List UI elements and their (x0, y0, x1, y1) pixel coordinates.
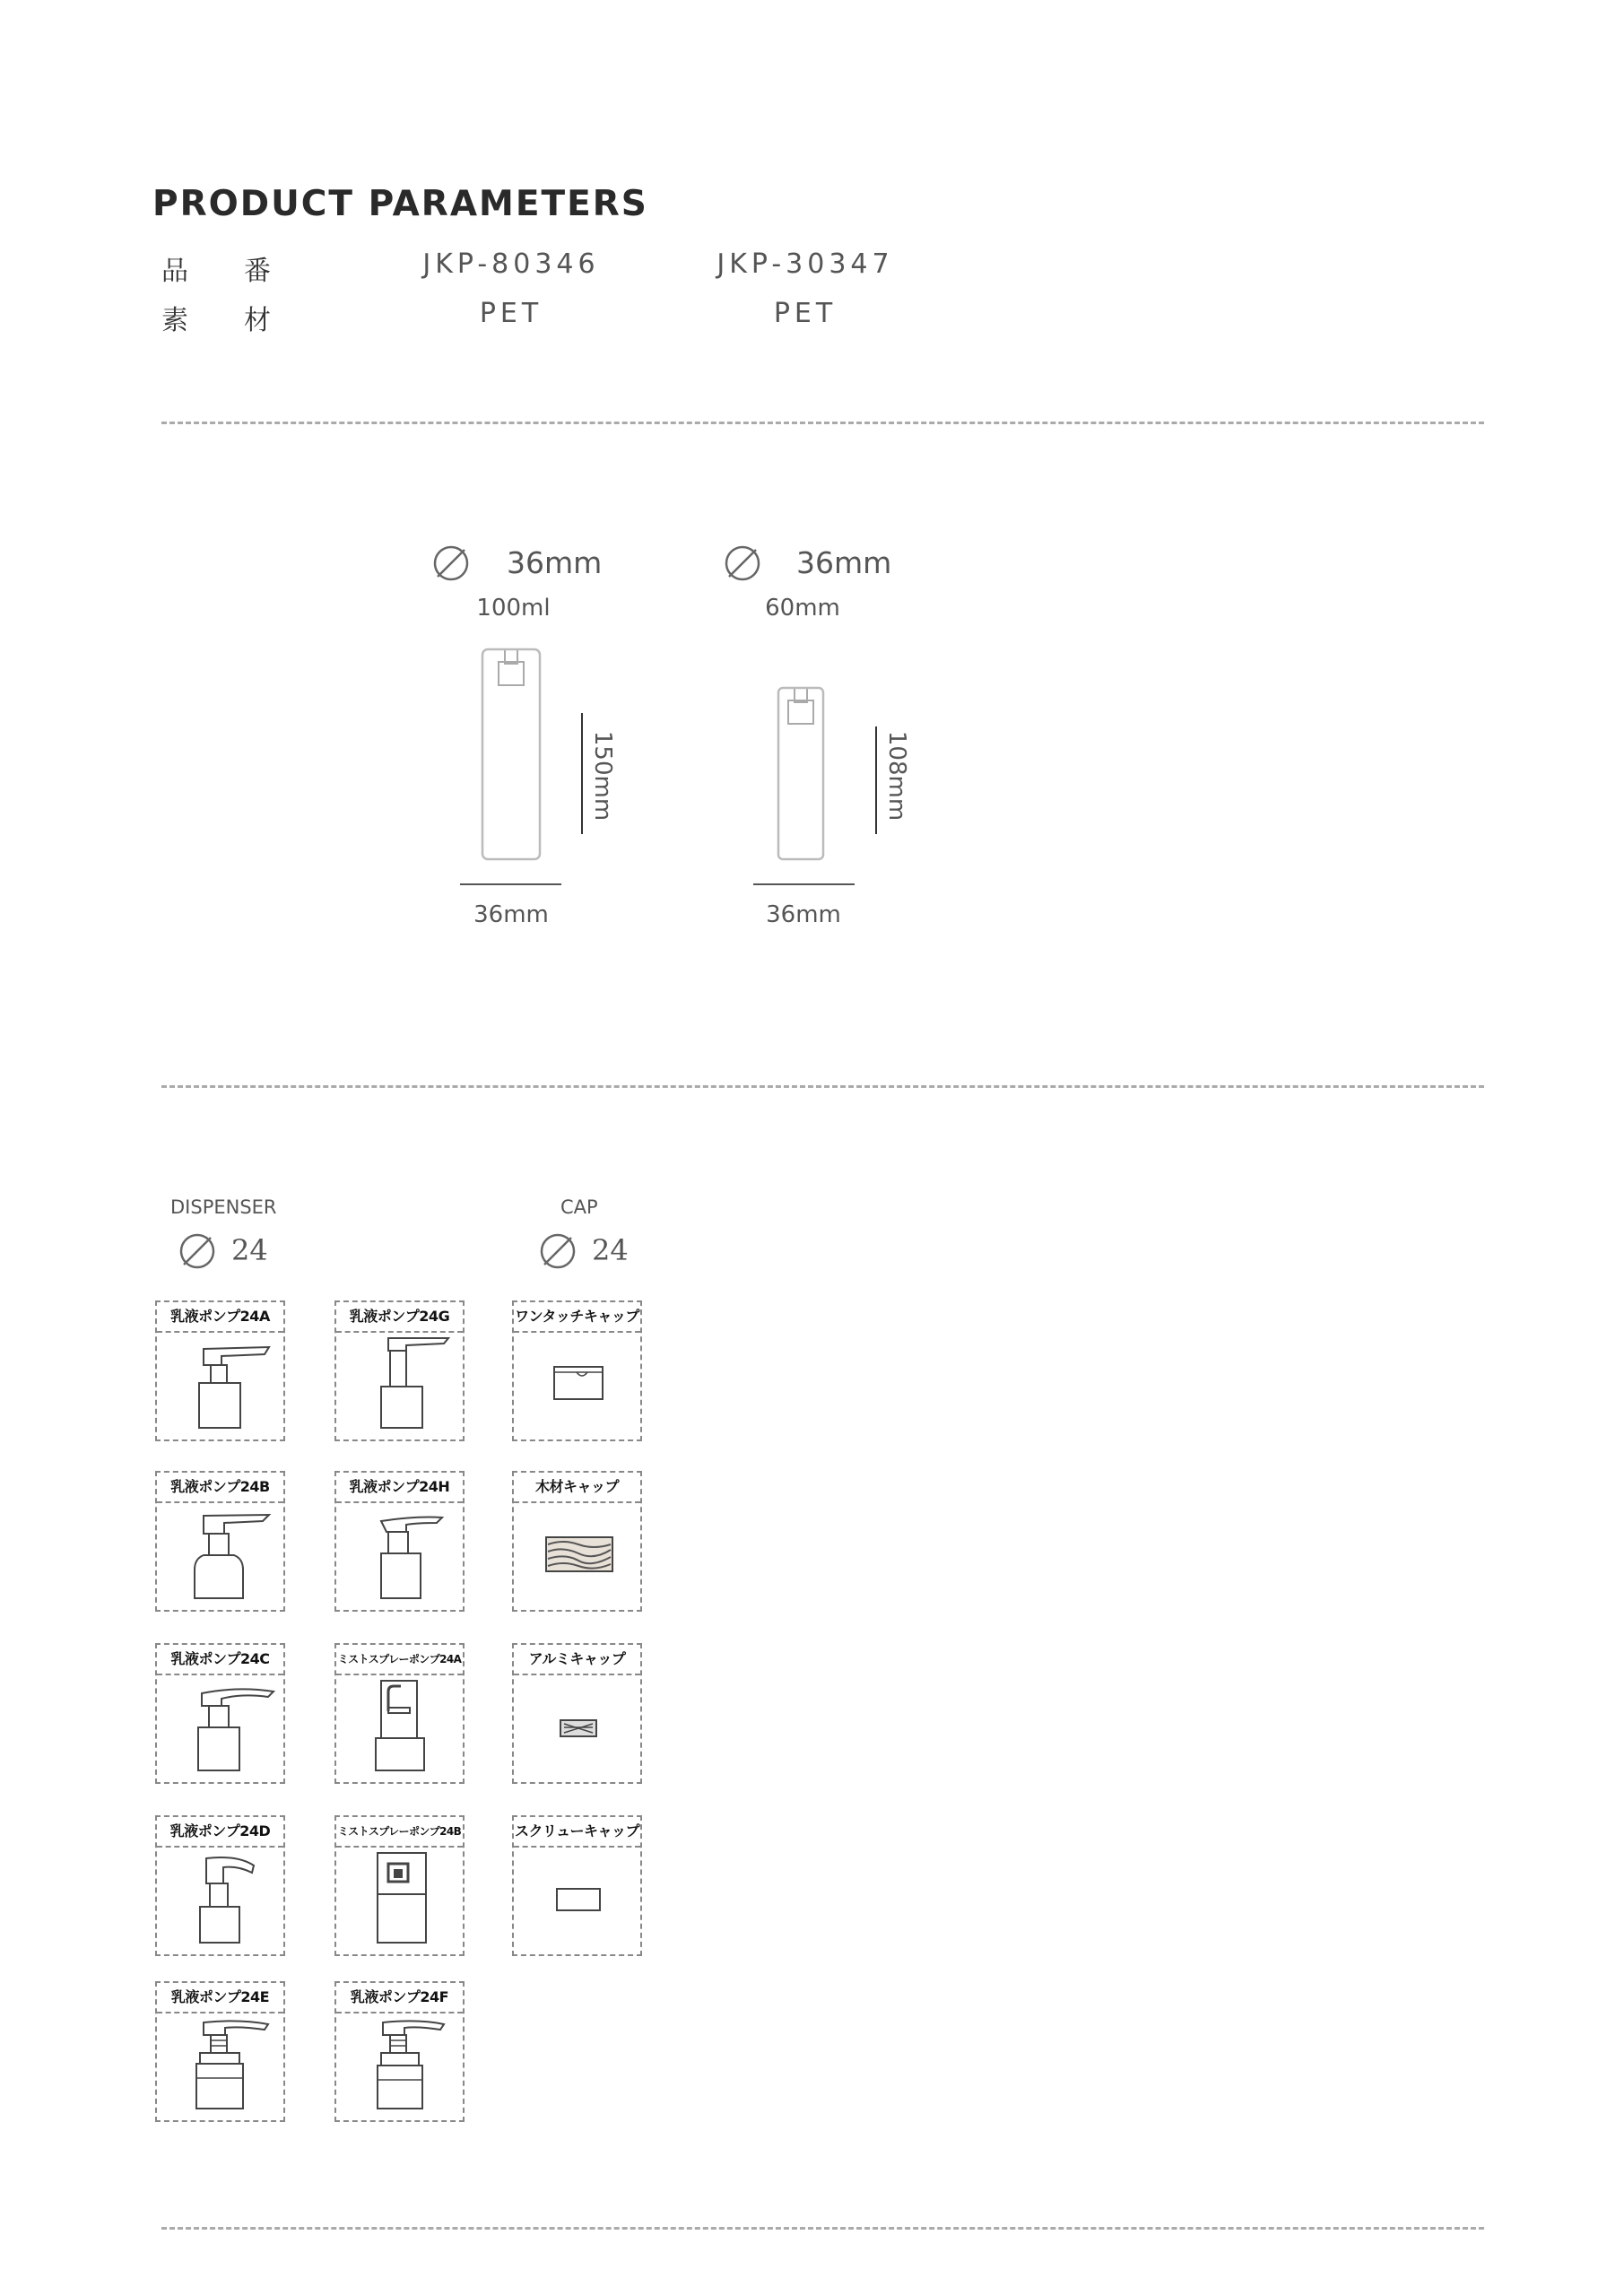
product-2-width: 36mm (766, 901, 841, 928)
lotion-pump-24f-icon (336, 2013, 463, 2120)
card-label: 乳液ポンプ24D (157, 1817, 283, 1848)
diameter-icon (538, 1231, 578, 1271)
lotion-pump-24g-icon (336, 1333, 463, 1439)
height-dimension-line (581, 713, 583, 834)
width-dimension-line (460, 883, 561, 885)
dispenser-card-24a[interactable] (155, 1300, 285, 1441)
product-1-capacity: 100ml (476, 595, 551, 622)
dispenser-card-24d[interactable] (155, 1815, 285, 1956)
card-label: スクリューキャップ (514, 1817, 640, 1848)
product-2-capacity: 60mm (765, 595, 840, 622)
lotion-pump-24b-icon (157, 1503, 283, 1610)
bottle-60ml-icon (776, 686, 826, 862)
product-2-height: 108mm (883, 730, 910, 822)
card-label: ミストスプレーポンプ24A (336, 1645, 463, 1675)
cap-size: 24 (592, 1233, 629, 1267)
cap-card-screw[interactable] (512, 1815, 642, 1956)
width-dimension-line (753, 883, 855, 885)
cap-card-aluminum[interactable] (512, 1643, 642, 1784)
material-value-1: PET (479, 298, 543, 329)
height-dimension-line (875, 726, 877, 834)
card-label: 木材キャップ (514, 1473, 640, 1503)
card-label: 乳液ポンプ24F (336, 1983, 463, 2013)
dispenser-card-24c[interactable] (155, 1643, 285, 1784)
bottle-100ml-icon (480, 648, 543, 863)
diameter-icon (178, 1231, 217, 1271)
lotion-pump-24e-icon (157, 2013, 283, 2120)
lotion-pump-24h-icon (336, 1503, 463, 1610)
param-label-material-1: 素 (161, 305, 188, 336)
section-divider (161, 1085, 1484, 1088)
mist-spray-pump-24b-icon (336, 1848, 463, 1954)
param-label-part-number-2: 番 (244, 256, 271, 287)
material-value-2: PET (773, 298, 838, 329)
param-label-material-2: 材 (244, 305, 271, 336)
product-1-height: 150mm (589, 730, 616, 822)
dispenser-card-24b[interactable] (155, 1471, 285, 1612)
wooden-cap-icon (514, 1503, 640, 1610)
cap-card-wooden[interactable] (512, 1471, 642, 1612)
part-number-value-2: JKP-30347 (716, 248, 894, 280)
dispenser-card-mist-24b[interactable] (334, 1815, 465, 1956)
section-divider (161, 2227, 1484, 2230)
product-1-width: 36mm (473, 901, 549, 928)
card-label: 乳液ポンプ24C (157, 1645, 283, 1675)
dispenser-card-24f[interactable] (334, 1981, 465, 2122)
card-label: ワンタッチキャップ (514, 1302, 640, 1333)
one-touch-cap-icon (514, 1333, 640, 1439)
section-divider (161, 422, 1484, 424)
dispenser-card-mist-24a[interactable] (334, 1643, 465, 1784)
dispenser-card-24g[interactable] (334, 1300, 465, 1441)
product-2-diameter: 36mm (796, 545, 892, 580)
dispenser-card-24e[interactable] (155, 1981, 285, 2122)
page-title: PRODUCT PARAMETERS (152, 184, 648, 224)
dispenser-size: 24 (231, 1233, 268, 1267)
card-label: 乳液ポンプ24A (157, 1302, 283, 1333)
screw-cap-icon (514, 1848, 640, 1954)
cap-card-one-touch[interactable] (512, 1300, 642, 1441)
card-label: アルミキャップ (514, 1645, 640, 1675)
cap-heading: CAP (560, 1196, 598, 1218)
card-label: 乳液ポンプ24G (336, 1302, 463, 1333)
dispenser-card-24h[interactable] (334, 1471, 465, 1612)
lotion-pump-24d-icon (157, 1848, 283, 1954)
aluminum-cap-icon (514, 1675, 640, 1782)
lotion-pump-24c-icon (157, 1675, 283, 1782)
diameter-icon (722, 543, 763, 584)
card-label: 乳液ポンプ24H (336, 1473, 463, 1503)
diameter-icon (430, 543, 472, 584)
lotion-pump-24a-icon (157, 1333, 283, 1439)
product-1-diameter: 36mm (507, 545, 603, 580)
card-label: 乳液ポンプ24B (157, 1473, 283, 1503)
mist-spray-pump-24a-icon (336, 1675, 463, 1782)
card-label: 乳液ポンプ24E (157, 1983, 283, 2013)
param-label-part-number-1: 品 (161, 256, 188, 287)
card-label: ミストスプレーポンプ24B (336, 1817, 463, 1848)
dispenser-heading: DISPENSER (170, 1196, 277, 1218)
part-number-value-1: JKP-80346 (422, 248, 600, 280)
